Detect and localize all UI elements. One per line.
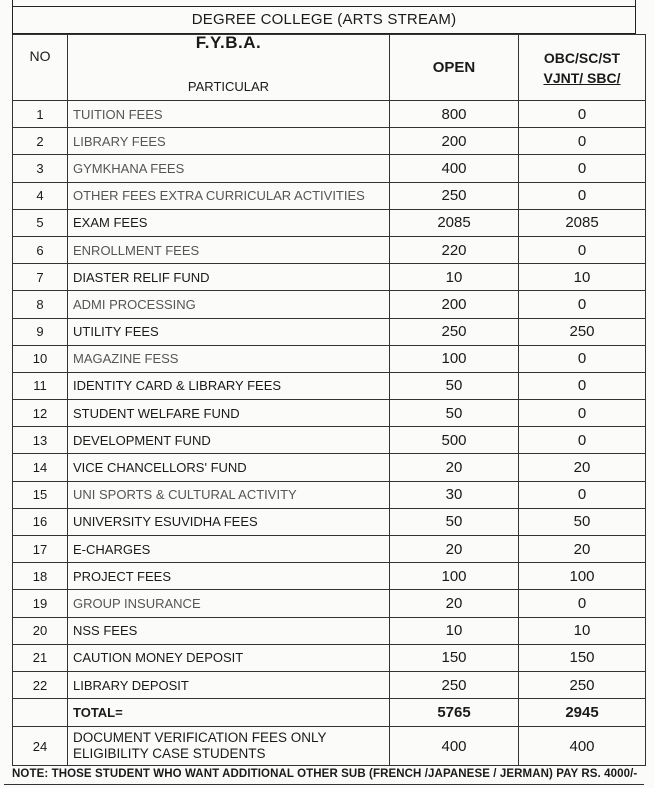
row-reserved-fee: 100 xyxy=(519,563,646,590)
row-no: 4 xyxy=(13,182,68,209)
row-reserved-fee: 0 xyxy=(519,155,646,182)
row-no: 21 xyxy=(13,644,68,671)
row-particular: IDENTITY CARD & LIBRARY FEES xyxy=(68,372,390,399)
row-open-fee: 100 xyxy=(390,563,519,590)
row-open-fee: 50 xyxy=(390,372,519,399)
row-reserved-fee: 150 xyxy=(519,644,646,671)
col-open-header: OPEN xyxy=(390,35,519,101)
col-reserved-header xyxy=(519,35,646,101)
note-text: NOTE: THOSE STUDENT WHO WANT ADDITIONAL OTHER SUB (FRENCH /JAPANESE / JERMAN) PAY RS. 4000/- xyxy=(12,768,638,780)
row-open-fee: 250 xyxy=(390,671,519,698)
particular-label: PARTICULAR xyxy=(187,79,270,94)
row-reserved-fee: 0 xyxy=(519,427,646,454)
header-row xyxy=(13,35,646,101)
row-reserved-fee: 250 xyxy=(519,671,646,698)
total-row xyxy=(13,699,646,727)
row-reserved-fee: 0 xyxy=(519,345,646,372)
row-particular: STUDENT WELFARE FUND xyxy=(68,400,390,427)
row-open-fee: 10 xyxy=(390,617,519,644)
row-open-fee: 150 xyxy=(390,644,519,671)
row-no: 14 xyxy=(13,454,68,481)
row-particular: UTILITY FEES xyxy=(68,318,390,345)
table-row xyxy=(13,617,646,644)
row-particular: NSS FEES xyxy=(68,617,390,644)
row-particular: LIBRARY FEES xyxy=(68,128,390,155)
row-reserved-fee: 0 xyxy=(519,236,646,263)
doc-no: 24 xyxy=(13,727,68,766)
row-no: 17 xyxy=(13,536,68,563)
reserved-header-line1: OBC/SC/ST xyxy=(543,49,621,66)
top-border xyxy=(12,0,636,7)
row-particular: DEVELOPMENT FUND xyxy=(68,427,390,454)
row-reserved-fee: 0 xyxy=(519,128,646,155)
row-reserved-fee: 10 xyxy=(519,617,646,644)
row-particular: DIASTER RELIF FUND xyxy=(68,264,390,291)
row-particular: LIBRARY DEPOSIT xyxy=(68,671,390,698)
col-no-header: NO xyxy=(13,35,68,101)
row-no: 20 xyxy=(13,617,68,644)
row-no: 18 xyxy=(13,563,68,590)
table-row xyxy=(13,671,646,698)
fee-sheet xyxy=(12,0,636,766)
row-open-fee: 2085 xyxy=(390,209,519,236)
row-reserved-fee: 10 xyxy=(519,264,646,291)
row-no: 8 xyxy=(13,291,68,318)
doc-open: 400 xyxy=(390,727,519,766)
row-open-fee: 100 xyxy=(390,345,519,372)
table-row xyxy=(13,128,646,155)
table-row xyxy=(13,454,646,481)
row-open-fee: 50 xyxy=(390,508,519,535)
row-particular: TUITION FEES xyxy=(68,101,390,128)
row-particular: EXAM FEES xyxy=(68,209,390,236)
table-row xyxy=(13,400,646,427)
row-open-fee: 200 xyxy=(390,291,519,318)
row-particular: ADMI PROCESSING xyxy=(68,291,390,318)
row-no: 15 xyxy=(13,481,68,508)
table-row xyxy=(13,291,646,318)
doc-verification-row xyxy=(13,727,646,766)
row-no: 9 xyxy=(13,318,68,345)
college-title: DEGREE COLLEGE (ARTS STREAM) xyxy=(12,7,636,34)
row-reserved-fee: 20 xyxy=(519,454,646,481)
table-row xyxy=(13,536,646,563)
row-no: 12 xyxy=(13,400,68,427)
table-row xyxy=(13,481,646,508)
row-no: 11 xyxy=(13,372,68,399)
row-particular: UNI SPORTS & CULTURAL ACTIVITY xyxy=(68,481,390,508)
row-open-fee: 220 xyxy=(390,236,519,263)
row-open-fee: 20 xyxy=(390,590,519,617)
row-particular: UNIVERSITY ESUVIDHA FEES xyxy=(68,508,390,535)
total-open: 5765 xyxy=(390,699,519,727)
row-open-fee: 400 xyxy=(390,155,519,182)
row-reserved-fee: 0 xyxy=(519,590,646,617)
row-no: 1 xyxy=(13,101,68,128)
row-particular: OTHER FEES EXTRA CURRICULAR ACTIVITIES xyxy=(68,182,390,209)
total-label: TOTAL= xyxy=(68,699,390,727)
row-particular: E-CHARGES xyxy=(68,536,390,563)
table-row xyxy=(13,563,646,590)
row-reserved-fee: 0 xyxy=(519,372,646,399)
row-no: 5 xyxy=(13,209,68,236)
table-row xyxy=(13,345,646,372)
row-particular: MAGAZINE FESS xyxy=(68,345,390,372)
reserved-header-line2: VJNT/ SBC/ xyxy=(543,69,621,86)
doc-line1: DOCUMENT VERIFICATION FEES ONLY xyxy=(73,730,327,746)
row-particular: GROUP INSURANCE xyxy=(68,590,390,617)
table-row xyxy=(13,508,646,535)
row-particular: PROJECT FEES xyxy=(68,563,390,590)
row-particular: ENROLLMENT FEES xyxy=(68,236,390,263)
row-open-fee: 50 xyxy=(390,400,519,427)
row-open-fee: 500 xyxy=(390,427,519,454)
table-row xyxy=(13,427,646,454)
row-open-fee: 200 xyxy=(390,128,519,155)
row-reserved-fee: 250 xyxy=(519,318,646,345)
table-row xyxy=(13,155,646,182)
row-particular: VICE CHANCELLORS' FUND xyxy=(68,454,390,481)
row-open-fee: 800 xyxy=(390,101,519,128)
row-open-fee: 10 xyxy=(390,264,519,291)
doc-line2: ELIGIBILITY CASE STUDENTS xyxy=(73,746,266,762)
row-open-fee: 20 xyxy=(390,454,519,481)
row-particular: GYMKHANA FEES xyxy=(68,155,390,182)
row-no: 7 xyxy=(13,264,68,291)
row-reserved-fee: 0 xyxy=(519,400,646,427)
row-open-fee: 30 xyxy=(390,481,519,508)
row-no: 22 xyxy=(13,671,68,698)
bottom-border xyxy=(4,784,644,785)
row-open-fee: 20 xyxy=(390,536,519,563)
table-row xyxy=(13,182,646,209)
row-no: 10 xyxy=(13,345,68,372)
row-reserved-fee: 0 xyxy=(519,182,646,209)
row-no: 3 xyxy=(13,155,68,182)
row-reserved-fee: 0 xyxy=(519,101,646,128)
row-reserved-fee: 20 xyxy=(519,536,646,563)
row-reserved-fee: 2085 xyxy=(519,209,646,236)
table-row xyxy=(13,590,646,617)
class-title: F.Y.B.A. xyxy=(195,33,262,52)
row-reserved-fee: 50 xyxy=(519,508,646,535)
row-no: 2 xyxy=(13,128,68,155)
total-reserved: 2945 xyxy=(519,699,646,727)
row-no: 16 xyxy=(13,508,68,535)
table-row xyxy=(13,644,646,671)
row-reserved-fee: 0 xyxy=(519,481,646,508)
row-no: 19 xyxy=(13,590,68,617)
table-row xyxy=(13,264,646,291)
row-no: 13 xyxy=(13,427,68,454)
table-row xyxy=(13,236,646,263)
table-row xyxy=(13,318,646,345)
total-no xyxy=(13,699,68,727)
row-particular: CAUTION MONEY DEPOSIT xyxy=(68,644,390,671)
fee-table xyxy=(12,34,646,766)
table-row xyxy=(13,372,646,399)
doc-particular xyxy=(68,727,390,766)
table-row xyxy=(13,209,646,236)
col-particular-header xyxy=(68,35,390,101)
row-no: 6 xyxy=(13,236,68,263)
row-reserved-fee: 0 xyxy=(519,291,646,318)
row-open-fee: 250 xyxy=(390,182,519,209)
doc-reserved: 400 xyxy=(519,727,646,766)
row-open-fee: 250 xyxy=(390,318,519,345)
table-row xyxy=(13,101,646,128)
